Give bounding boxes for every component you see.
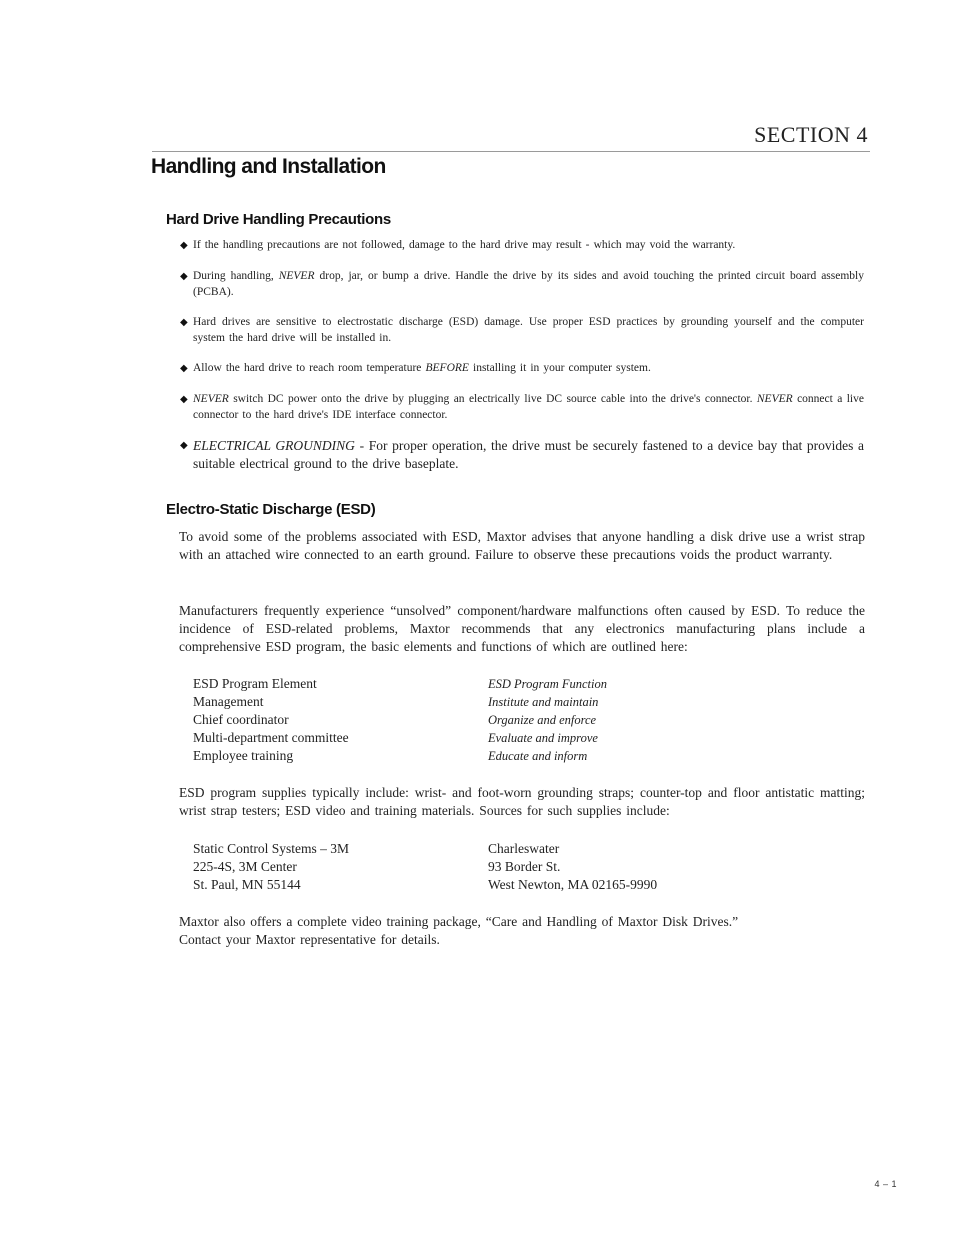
program-element: Employee training <box>193 748 294 763</box>
diamond-bullet-icon: ◆ <box>180 240 188 251</box>
diamond-bullet-icon: ◆ <box>180 440 188 451</box>
esd-paragraph-4 <box>179 913 865 949</box>
supplier-address-line: 225-4S, 3M Center <box>193 859 297 874</box>
esd-paragraph-2: Manufacturers frequently experience “unsolved” component/hardware malfunctions often caused by ESD. To reduce the incidence of ESD-related problems, Maxtor recommends that any electronics manufacturing plans include a comprehensive ESD program, the basic elements and functions of which are outlined here: <box>179 603 865 654</box>
bullet-text: During handling, <box>193 270 279 282</box>
table-row <box>193 693 693 711</box>
precautions-heading: Hard Drive Handling Precautions <box>166 211 391 228</box>
bullet-text: If the handling precautions are not followed, damage to the hard drive may result - which may void the warranty. <box>193 239 736 251</box>
list-item <box>180 437 864 473</box>
diamond-bullet-icon: ◆ <box>180 271 188 282</box>
program-element-header: ESD Program Element <box>193 676 317 691</box>
header-rule <box>152 151 870 152</box>
bullet-text: Allow the hard drive to reach room temperature <box>193 362 426 374</box>
bullet-text: switch DC power onto the drive by plugging an electrically live DC source cable into the drive's connector. <box>228 393 757 405</box>
program-function: Organize and enforce <box>488 713 597 727</box>
program-function: Institute and maintain <box>488 695 599 709</box>
table-row <box>193 675 693 693</box>
list-item <box>180 315 864 346</box>
list-item <box>180 361 864 377</box>
esd-paragraph-1: To avoid some of the problems associated with ESD, Maxtor advises that anyone handling a disk drive use a wrist strap with an attached wire connected to an earth ground. Failure to observe these precautions voids the product warranty. <box>179 529 865 562</box>
table-row <box>193 711 693 729</box>
program-element: Management <box>193 694 264 709</box>
page-title: Handling and Installation <box>151 155 386 178</box>
bullet-text: installing it in your computer system. <box>468 362 651 374</box>
table-row <box>193 747 693 765</box>
table-row <box>193 729 693 747</box>
table-row <box>193 876 693 894</box>
bullet-emphasis: NEVER <box>193 393 229 405</box>
bullet-text: connect a live connector to the hard drive's IDE interface connector. <box>193 393 864 421</box>
paragraph-line: Contact your Maxtor representative for details. <box>179 932 440 947</box>
esd-heading: Electro-Static Discharge (ESD) <box>166 501 376 518</box>
program-element: Multi-department committee <box>193 730 349 745</box>
supplier-address-line: Charleswater <box>488 841 560 856</box>
table-row <box>193 858 693 876</box>
diamond-bullet-icon: ◆ <box>180 317 188 328</box>
bullet-emphasis: NEVER <box>278 270 315 282</box>
bullet-emphasis: NEVER <box>756 393 793 405</box>
list-item <box>180 238 864 254</box>
supplier-address-line: Static Control Systems – 3M <box>193 841 350 856</box>
esd-program-table <box>193 675 693 765</box>
list-item <box>180 269 864 300</box>
program-function-header: ESD Program Function <box>488 677 607 691</box>
bullet-text: drop, jar, or bump a drive. Handle the drive by its sides and avoid touching the printed circuit board assembly (PCBA). <box>193 270 864 298</box>
supplier-address-line: St. Paul, MN 55144 <box>193 877 301 892</box>
diamond-bullet-icon: ◆ <box>180 363 188 374</box>
supplier-address-line: West Newton, MA 02165-9990 <box>488 877 658 892</box>
supplier-addresses <box>193 840 693 894</box>
program-element: Chief coordinator <box>193 712 289 727</box>
esd-paragraph-3: ESD program supplies typically include: wrist- and foot-worn grounding straps; counter-top and floor antistatic matting; wrist strap testers; ESD video and training materials. Sources for such supplies include: <box>179 785 865 818</box>
paragraph-line: Maxtor also offers a complete video training package, “Care and Handling of Maxtor Disk Drives.” <box>179 914 739 929</box>
page-number: 4 – 1 <box>874 1179 897 1189</box>
supplier-address-line: 93 Border St. <box>488 859 561 874</box>
bullet-text: Hard drives are sensitive to electrostatic discharge (ESD) damage. Use proper ESD practices by grounding yourself and the computer system the hard drive will be installed in. <box>193 316 864 344</box>
table-row <box>193 840 693 858</box>
section-label: SECTION 4 <box>754 122 868 147</box>
program-function: Evaluate and improve <box>488 731 598 745</box>
bullet-text: - For proper operation, the drive must be securely fastened to a device bay that provides a suitable electrical ground to the drive baseplate. <box>193 438 864 471</box>
bullet-emphasis: BEFORE <box>425 362 469 374</box>
list-item <box>180 392 864 423</box>
program-function: Educate and inform <box>488 749 588 763</box>
diamond-bullet-icon: ◆ <box>180 394 188 405</box>
bullet-emphasis: ELECTRICAL GROUNDING <box>193 438 355 453</box>
